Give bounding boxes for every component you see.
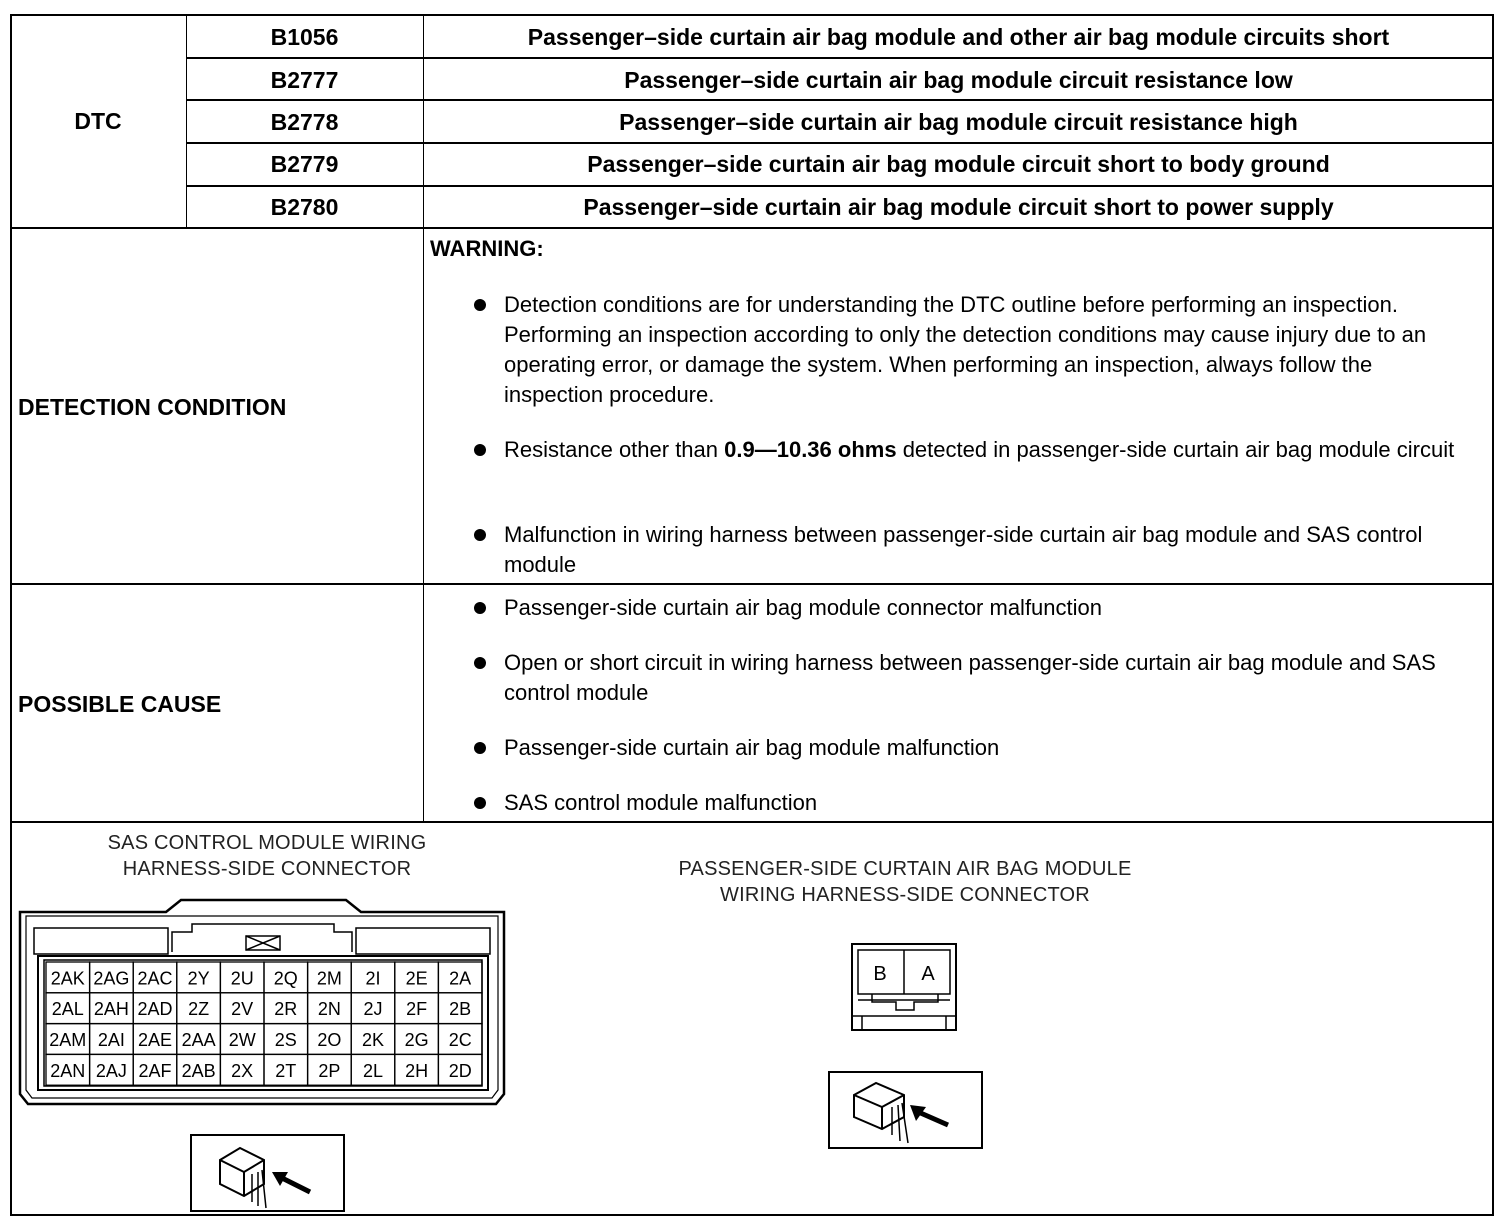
cause-list [466,733,1476,763]
harness-connector-icon [190,1134,345,1212]
pin-label: 2Z [188,999,210,1020]
list-item: Open or short circuit in wiring harness between passenger-side curtain air bag module and SAS control module [466,648,1476,708]
dtc-description: Passenger–side curtain air bag module circuit resistance high [619,109,1298,135]
pin-label: 2H [405,1060,429,1081]
cause-list [466,788,1476,818]
section-divider [10,821,1494,823]
pin-label: 2G [404,1030,429,1050]
warning-heading: WARNING: [430,236,544,261]
bullet-icon [474,444,486,456]
pin-label: 2N [317,999,341,1020]
pin-label: 2E [405,968,428,989]
dtc-description: Passenger–side curtain air bag module circuit short to body ground [587,151,1330,177]
list-item: Passenger-side curtain air bag module malfunction [466,733,1476,763]
pin-label: 2AG [93,968,130,989]
pin-label: 2AM [49,1030,87,1050]
pin-label: 2AH [93,999,129,1020]
dtc-description: Passenger–side curtain air bag module circuit short to power supply [583,194,1334,220]
pin-label: 2R [274,999,298,1020]
dtc-code: B2779 [270,151,339,177]
bullet-icon [474,797,486,809]
connector-plug-icon [830,1073,981,1147]
row-divider [186,99,1492,101]
cause-list [466,593,1476,623]
pin-label: 2J [363,999,383,1020]
pin-label: 2D [448,1060,472,1081]
pin-label: 2W [228,1030,256,1050]
pin-label: 2AJ [95,1060,127,1081]
dtc-label: DTC [74,108,122,134]
row-divider [186,142,1492,144]
dtc-description: Passenger–side curtain air bag module and other air bag module circuits short [527,24,1390,50]
list-item: Passenger-side curtain air bag module connector malfunction [466,593,1476,623]
pin-label: 2AA [181,1030,216,1050]
list-item: Detection conditions are for understanding the DTC outline before performing an inspection. Performing an inspection according to only the detection conditions may cause injury due to an operating error, or damage the system. When performing an inspection, always follow the inspection procedure. [466,290,1476,410]
bullet-icon [474,299,486,311]
detection-condition-label: DETECTION CONDITION [18,394,287,420]
pin-label: 2AD [137,999,173,1020]
dtc-code: B1056 [270,24,339,50]
pin-label: 2T [275,1060,297,1081]
pin-label: 2AI [97,1030,125,1050]
pin-label: 2L [362,1060,384,1081]
pin-grid [46,962,482,1085]
row-divider [186,185,1492,187]
pin-label: 2A [449,968,472,989]
pin-label: 2F [406,999,428,1020]
section-divider [10,227,1494,229]
pin-label: 2I [365,968,381,989]
list-item: Resistance other than 0.9—10.36 ohms detected in passenger-side curtain air bag module circuit [466,435,1476,465]
pin-label: 2U [230,968,254,989]
cause-list [466,648,1476,708]
pin-label: A [921,963,935,985]
section-divider [10,583,1494,585]
list-item: Malfunction in wiring harness between passenger-side curtain air bag module and SAS control module [466,520,1476,580]
detection-list [466,520,1476,580]
pin-label: 2AC [137,968,173,989]
dtc-description: Passenger–side curtain air bag module circuit resistance low [624,67,1293,93]
pin-label: 2Y [187,968,210,989]
pin-label: 2V [231,999,254,1020]
pin-label: 2P [318,1060,341,1081]
detection-list [466,435,1476,465]
sas-connector-caption: SAS CONTROL MODULE WIRING HARNESS-SIDE CONNECTOR [107,832,427,880]
bullet-icon [474,529,486,541]
harness-connector-icon [828,1071,983,1149]
bullet-icon [474,657,486,669]
connector-plug-icon [192,1136,343,1210]
pin-label: 2O [317,1030,342,1050]
airbag-connector-diagram [848,940,962,1034]
pin-label: 2AN [50,1060,86,1081]
dtc-code: B2778 [270,109,339,135]
resistance-value: 0.9—10.36 ohms [724,437,897,462]
detection-list [466,290,1476,410]
dtc-code: B2777 [270,67,339,93]
row-divider [186,57,1492,59]
pin-label: B [873,963,887,985]
pin-label: 2AB [181,1060,216,1081]
bullet-icon [474,742,486,754]
list-item: SAS control module malfunction [466,788,1476,818]
pin-label: 2AE [137,1030,173,1050]
pin-label: 2S [274,1030,297,1050]
pin-label: 2K [361,1030,385,1050]
dtc-code: B2780 [270,194,339,220]
pin-label: 2AK [50,968,85,989]
pin-label: 2B [449,999,472,1020]
pin-label: 2C [448,1030,472,1050]
pin-label: 2Q [273,968,298,989]
pin-label: 2M [316,968,342,989]
pin-label: 2X [231,1060,254,1081]
airbag-connector-caption: PASSENGER-SIDE CURTAIN AIR BAG MODULE WIRING HARNESS-SIDE CONNECTOR [678,858,1132,906]
bullet-icon [474,602,486,614]
pin-label: 2AL [51,999,84,1020]
pin-label: 2AF [138,1060,172,1081]
possible-cause-label: POSSIBLE CAUSE [18,691,222,717]
sas-connector-diagram [16,894,510,1108]
